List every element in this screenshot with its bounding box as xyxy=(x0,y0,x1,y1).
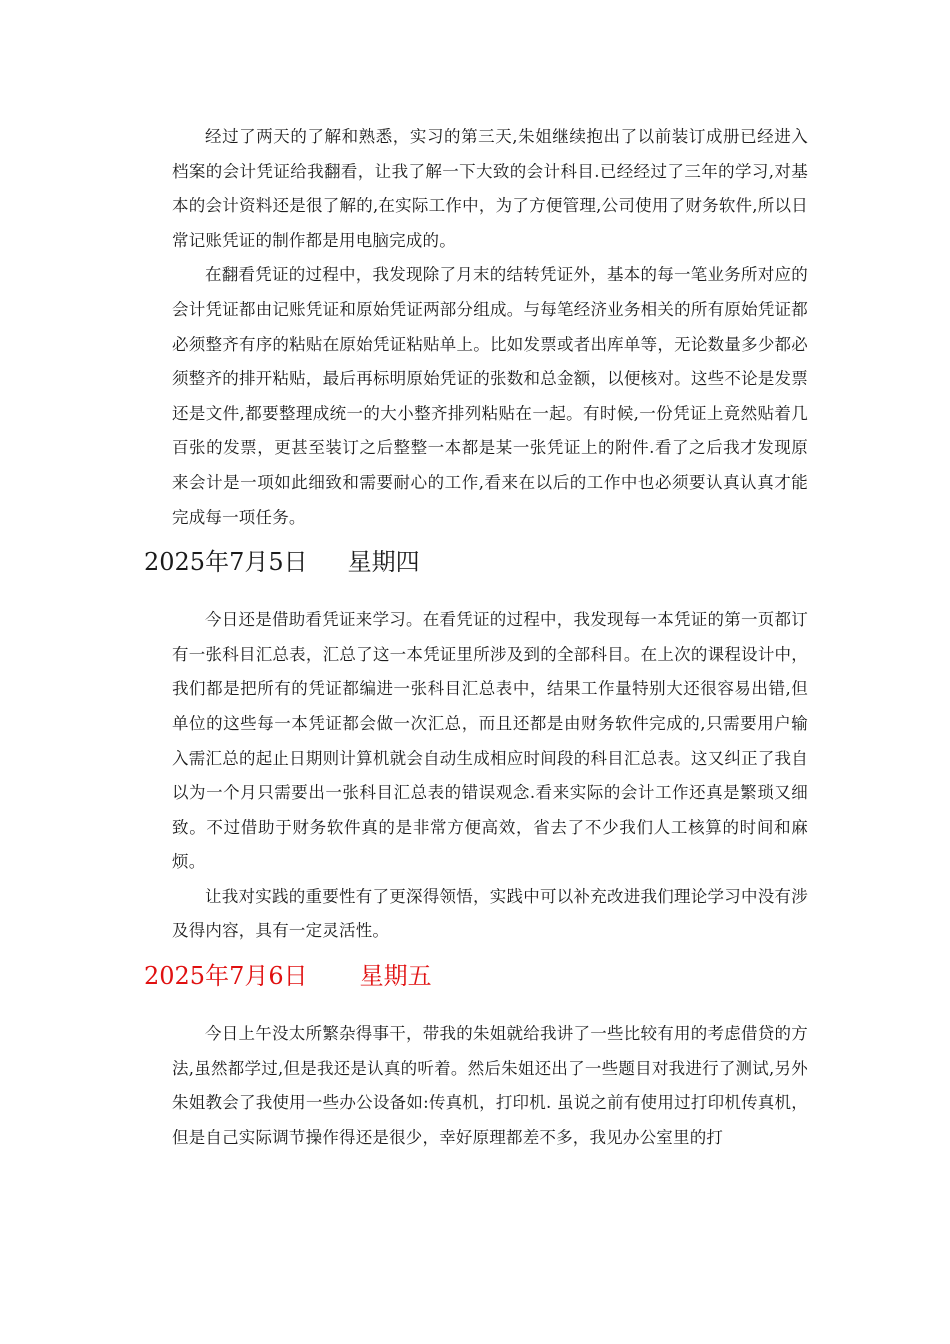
heading-weekday: 星期四 xyxy=(347,548,420,577)
heading-date: 2025年7月6日 xyxy=(144,962,308,991)
paragraph-day3-2: 在翻看凭证的过程中，我发现除了月末的结转凭证外，基本的每一笔业务所对应的会计凭证都由记账凭证和原始凭证两部分组成。与每笔经济业务相关的所有原始凭证都必须整齐有序的粘贴在原始凭证粘贴单上。比如发票或者出库单等，无论数量多少都必须整齐的排开粘贴，最后再标明原始凭证的张数和总金额，以便核对。这些不论是发票还是文件,都要整理成统一的大小整齐排列粘贴在一起。有时候,一份凭证上竟然贴着几百张的发票，更甚至装订之后整整一本都是某一张凭证上的附件.看了之后我才发现原来会计是一项如此细致和需要耐心的工作,看来在以后的工作中也必须要认真认真才能完成每一项任务。 xyxy=(172,265,808,527)
document-body xyxy=(144,120,808,1155)
paragraph-day5-1: 今日还是借助看凭证来学习。在看凭证的过程中，我发现每一本凭证的第一页都订有一张科目汇总表，汇总了这一本凭证里所涉及到的全部科目。在上次的课程设计中，我们都是把所有的凭证都编进一张科目汇总表中，结果工作量特别大还很容易出错,但单位的这些每一本凭证都会做一次汇总，而且还都是由财务软件完成的,只需要用户输入需汇总的起止日期则计算机就会自动生成相应时间段的科目汇总表。这又纠正了我自以为一个月只需要出一张科目汇总表的错误观念.看来实际的会计工作还真是繁琐又细致。不过借助于财务软件真的是非常方便高效，省去了不少我们人工核算的时间和麻烦。 xyxy=(172,610,808,872)
paragraph-day3-1: 经过了两天的了解和熟悉，实习的第三天,朱姐继续抱出了以前装订成册已经进入档案的会计凭证给我翻看，让我了解一下大致的会计科目.已经经过了三年的学习,对基本的会计资料还是很了解的,在实际工作中，为了方便管理,公司使用了财务软件,所以日常记账凭证的制作都是用电脑完成的。 xyxy=(172,127,808,250)
date-heading-july-6 xyxy=(144,959,808,1005)
paragraph-day6-1: 今日上午没太所繁杂得事干，带我的朱姐就给我讲了一些比较有用的考虑借贷的方法,虽然都学过,但是我还是认真的听着。然后朱姐还出了一些题目对我进行了测试,另外朱姐教会了我使用一些办公设备如:传真机，打印机. 虽说之前有使用过打印机传真机，但是自己实际调节操作得还是很少，幸好原理都差不多，我见办公室里的打 xyxy=(172,1024,808,1147)
date-heading-july-5 xyxy=(144,545,808,591)
heading-weekday: 星期五 xyxy=(359,962,432,991)
heading-date: 2025年7月5日 xyxy=(144,548,308,577)
paragraph-day5-2: 让我对实践的重要性有了更深得领悟，实践中可以补充改进我们理论学习中没有涉及得内容，具有一定灵活性。 xyxy=(172,886,808,941)
